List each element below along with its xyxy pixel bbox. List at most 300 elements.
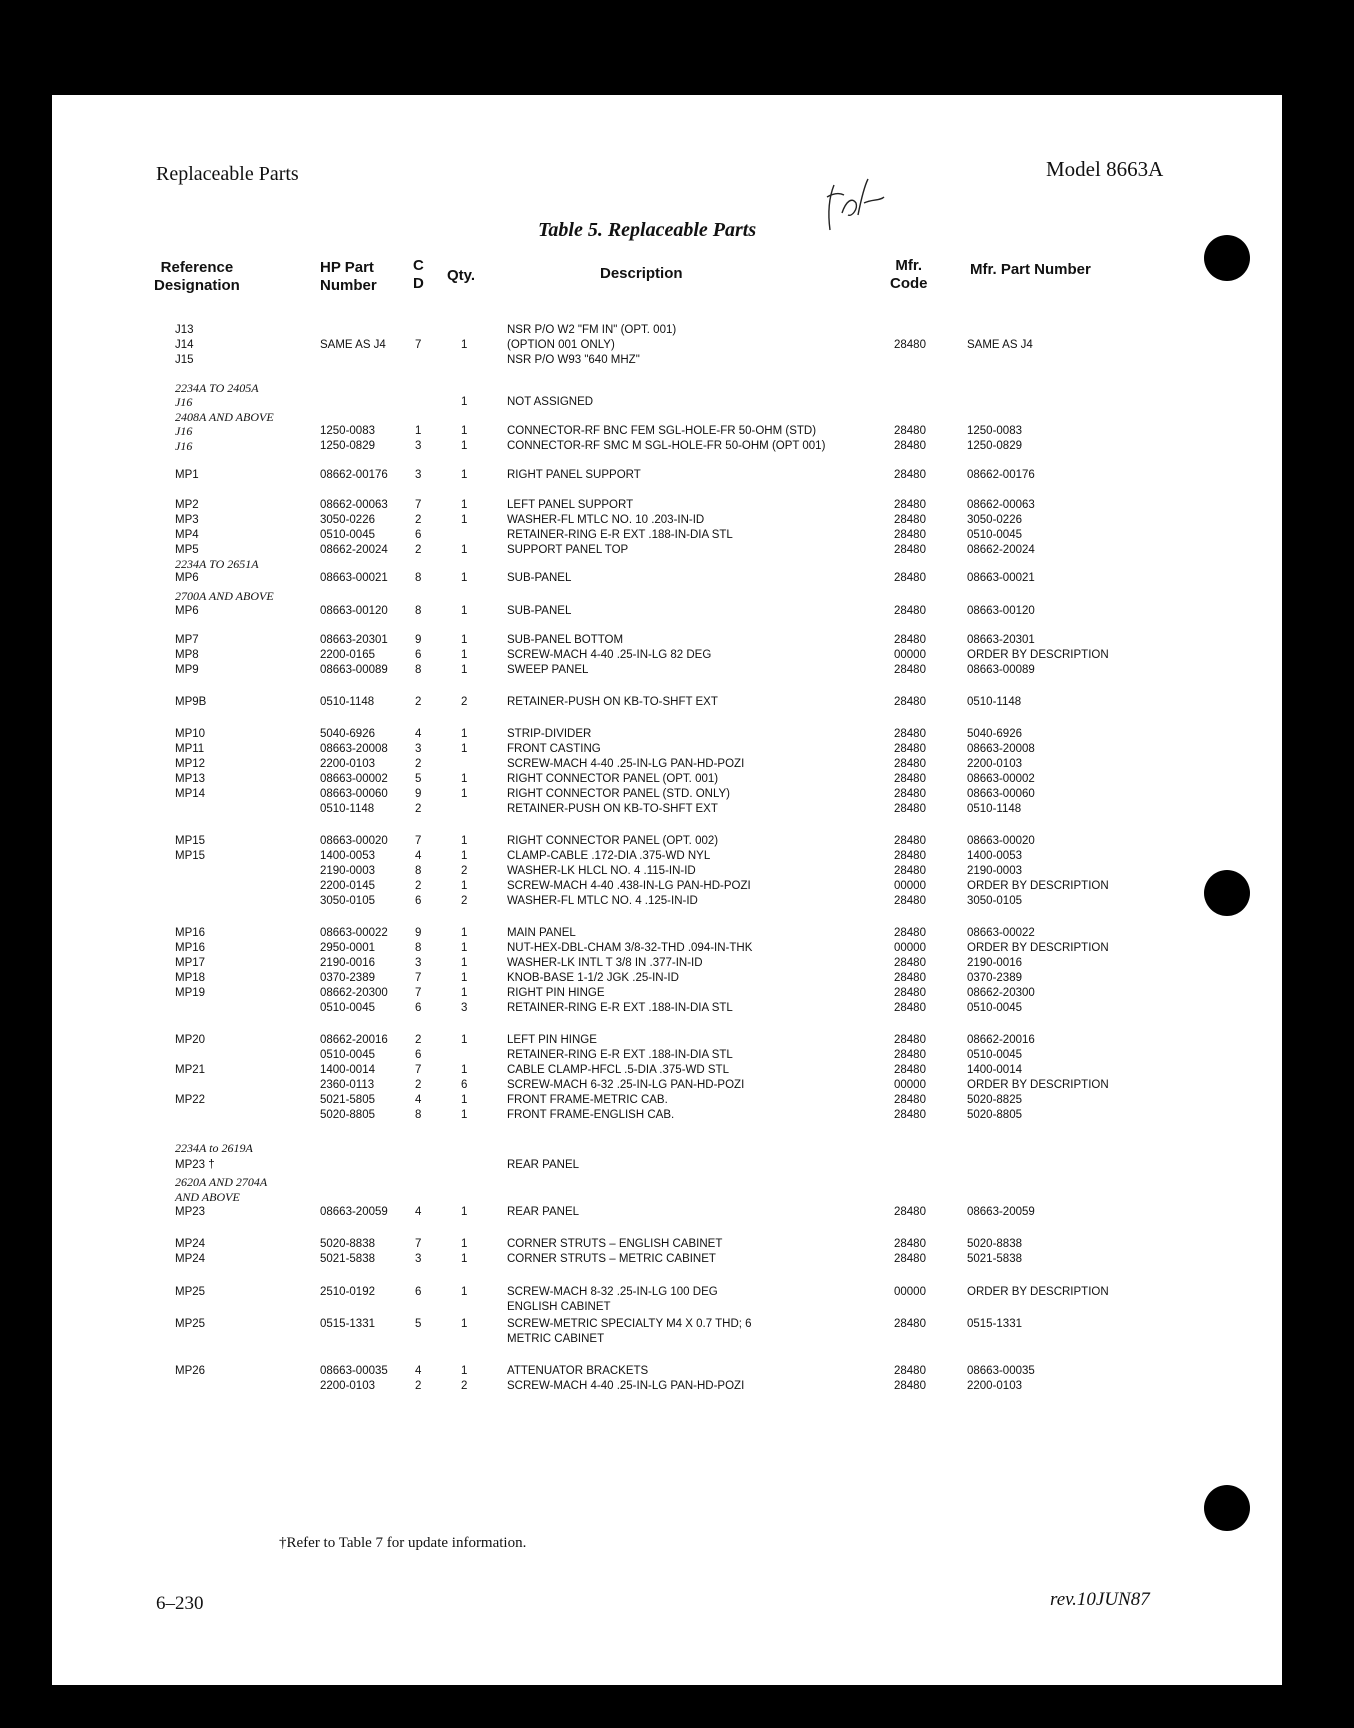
cell-cd: 2: [415, 1079, 422, 1091]
cell-hp-part-number: 08663-20059: [320, 1206, 388, 1218]
col-header-qty: Qty.: [447, 267, 476, 284]
cell-description: REAR PANEL: [507, 1206, 580, 1218]
cell-ref-designation: J16: [175, 424, 193, 438]
cell-mfr-part-number: 08663-20059: [967, 1206, 1035, 1218]
cell-hp-part-number: 08663-20008: [320, 743, 388, 755]
cell-description: CLAMP-CABLE .172-DIA .375-WD NYL: [507, 850, 711, 862]
cell-hp-part-number: 2360-0113: [320, 1079, 375, 1091]
cell-ref-designation: MP6: [175, 572, 199, 584]
cell-mfr-code: 28480: [894, 773, 926, 785]
cell-description: SCREW-MACH 4-40 .25-IN-LG 82 DEG: [507, 649, 712, 661]
revision-date: rev.10JUN87: [1050, 1589, 1150, 1610]
cell-hp-part-number: 08662-00063: [320, 499, 388, 511]
cell-mfr-code: 28480: [894, 469, 926, 481]
cell-ref-designation: MP5: [175, 544, 199, 556]
col-header-description: Description: [600, 265, 683, 282]
cell-hp-part-number: 2950-0001: [320, 942, 375, 954]
cell-hp-part-number: 0510-0045: [320, 1049, 375, 1061]
cell-ref-designation: 2234A to 2619A: [175, 1141, 253, 1155]
cell-qty: 1: [461, 1109, 468, 1121]
cell-mfr-part-number: 08663-20008: [967, 743, 1035, 755]
cell-mfr-code: 28480: [894, 743, 926, 755]
cell-description: SCREW-MACH 4-40 .438-IN-LG PAN-HD-POZI: [507, 880, 751, 892]
col-header-mfr-code: Mfr. Code: [890, 257, 928, 292]
cell-mfr-code: 28480: [894, 850, 926, 862]
cell-qty: 2: [461, 895, 468, 907]
cell-qty: 1: [461, 957, 468, 969]
cell-mfr-code: 28480: [894, 1002, 926, 1014]
cell-hp-part-number: 08663-00002: [320, 773, 388, 785]
binder-hole: [1204, 870, 1250, 916]
cell-qty: 1: [461, 1365, 468, 1377]
cell-mfr-code: 00000: [894, 649, 926, 661]
cell-qty: 1: [461, 1206, 468, 1218]
cell-ref-designation: MP25: [175, 1286, 206, 1298]
cell-mfr-code: 28480: [894, 634, 926, 646]
cell-mfr-code: 28480: [894, 957, 926, 969]
document-page: [52, 95, 1282, 1685]
cell-qty: 1: [461, 773, 468, 785]
cell-qty: 1: [461, 850, 468, 862]
cell-qty: 1: [461, 469, 468, 481]
cell-hp-part-number: 0370-2389: [320, 972, 375, 984]
cell-cd: 3: [415, 440, 422, 452]
cell-mfr-code: 00000: [894, 1286, 926, 1298]
cell-ref-designation: MP7: [175, 634, 199, 646]
cell-ref-designation: MP11: [175, 743, 205, 755]
cell-mfr-code: 28480: [894, 927, 926, 939]
cell-qty: 1: [461, 987, 468, 999]
cell-qty: 1: [461, 605, 468, 617]
cell-mfr-part-number: 5020-8805: [967, 1109, 1022, 1121]
cell-hp-part-number: 08663-00060: [320, 788, 388, 800]
cell-description: WASHER-FL MTLC NO. 4 .125-IN-ID: [507, 895, 698, 907]
cell-description: SUB-PANEL BOTTOM: [507, 634, 624, 646]
cell-hp-part-number: 1400-0053: [320, 850, 375, 862]
cell-description: ATTENUATOR BRACKETS: [507, 1365, 649, 1377]
cell-cd: 9: [415, 788, 422, 800]
cell-ref-designation: MP15: [175, 835, 206, 847]
col-header-cd: C D: [413, 257, 424, 292]
cell-description: SCREW-MACH 4-40 .25-IN-LG PAN-HD-POZI: [507, 758, 745, 770]
cell-mfr-code: 28480: [894, 544, 926, 556]
cell-cd: 6: [415, 649, 422, 661]
cell-description: RIGHT PANEL SUPPORT: [507, 469, 641, 481]
cell-mfr-part-number: 08663-00035: [967, 1365, 1035, 1377]
cell-hp-part-number: 0510-1148: [320, 803, 375, 815]
cell-mfr-code: 28480: [894, 895, 926, 907]
cell-description: LEFT PIN HINGE: [507, 1034, 597, 1046]
cell-description: RIGHT PIN HINGE: [507, 987, 605, 999]
cell-description: FRONT CASTING: [507, 743, 601, 755]
cell-mfr-part-number: 08663-00089: [967, 664, 1035, 676]
cell-mfr-code: 28480: [894, 1094, 926, 1106]
cell-description: RETAINER-PUSH ON KB-TO-SHFT EXT: [507, 696, 718, 708]
cell-cd: 6: [415, 1049, 422, 1061]
cell-cd: 5: [415, 773, 422, 785]
cell-cd: 6: [415, 895, 422, 907]
cell-mfr-code: 28480: [894, 835, 926, 847]
cell-qty: 1: [461, 1034, 468, 1046]
cell-mfr-part-number: 2200-0103: [967, 1380, 1022, 1392]
cell-cd: 8: [415, 572, 422, 584]
cell-hp-part-number: 3050-0226: [320, 514, 375, 526]
cell-hp-part-number: 08663-00021: [320, 572, 388, 584]
col-header-reference: Reference Designation: [154, 259, 240, 294]
cell-hp-part-number: 1250-0829: [320, 440, 375, 452]
cell-cd: 6: [415, 529, 422, 541]
cell-ref-designation: 2234A TO 2651A: [175, 557, 259, 571]
cell-hp-part-number: 0510-0045: [320, 1002, 375, 1014]
cell-hp-part-number: 2200-0103: [320, 1380, 375, 1392]
cell-mfr-part-number: 2190-0003: [967, 865, 1022, 877]
cell-ref-designation: MP16: [175, 942, 206, 954]
cell-ref-designation: MP14: [175, 788, 206, 800]
cell-mfr-part-number: 5040-6926: [967, 728, 1022, 740]
table-title: Table 5. Replaceable Parts: [538, 219, 757, 241]
cell-mfr-part-number: 08663-00060: [967, 788, 1035, 800]
cell-qty: 1: [461, 440, 468, 452]
cell-ref-designation: 2620A AND 2704A: [175, 1175, 268, 1189]
cell-mfr-code: 28480: [894, 987, 926, 999]
cell-qty: 1: [461, 942, 468, 954]
cell-cd: 3: [415, 743, 422, 755]
cell-qty: 1: [461, 788, 468, 800]
cell-mfr-code: 28480: [894, 1365, 926, 1377]
cell-mfr-code: 28480: [894, 440, 926, 452]
cell-ref-designation: 2234A TO 2405A: [175, 381, 259, 395]
cell-qty: 1: [461, 972, 468, 984]
cell-mfr-part-number: 08662-00176: [967, 469, 1035, 481]
cell-cd: 4: [415, 1094, 422, 1106]
cell-cd: 3: [415, 957, 422, 969]
cell-mfr-code: 28480: [894, 605, 926, 617]
cell-mfr-part-number: 08662-20024: [967, 544, 1035, 556]
cell-description: SUPPORT PANEL TOP: [507, 544, 629, 556]
cell-qty: 3: [461, 1002, 468, 1014]
cell-ref-designation: MP25: [175, 1318, 206, 1330]
cell-description: RETAINER-RING E-R EXT .188-IN-DIA STL: [507, 1002, 733, 1014]
cell-mfr-code: 28480: [894, 788, 926, 800]
cell-mfr-part-number: 0510-0045: [967, 1049, 1022, 1061]
cell-mfr-part-number: 3050-0226: [967, 514, 1022, 526]
cell-ref-designation: MP12: [175, 758, 206, 770]
cell-cd: 7: [415, 972, 422, 984]
cell-qty: 2: [461, 696, 468, 708]
cell-description: (OPTION 001 ONLY): [507, 339, 615, 351]
cell-mfr-part-number: 0510-0045: [967, 1002, 1022, 1014]
cell-cd: 2: [415, 1380, 422, 1392]
cell-mfr-code: 28480: [894, 758, 926, 770]
cell-mfr-part-number: 2200-0103: [967, 758, 1022, 770]
cell-mfr-part-number: 2190-0016: [967, 957, 1022, 969]
cell-cd: 4: [415, 850, 422, 862]
cell-ref-designation: J14: [175, 339, 194, 351]
cell-hp-part-number: 2200-0165: [320, 649, 375, 661]
cell-ref-designation: MP26: [175, 1365, 206, 1377]
cell-mfr-part-number: 0510-0045: [967, 529, 1022, 541]
cell-hp-part-number: 2200-0145: [320, 880, 375, 892]
cell-qty: 1: [461, 1064, 468, 1076]
cell-cd: 2: [415, 696, 422, 708]
cell-mfr-part-number: 08663-00022: [967, 927, 1035, 939]
cell-description: CORNER STRUTS – METRIC CABINET: [507, 1253, 716, 1265]
cell-description: CONNECTOR-RF BNC FEM SGL-HOLE-FR 50-OHM (STD): [507, 425, 817, 437]
cell-hp-part-number: 2200-0103: [320, 758, 375, 770]
cell-description: CABLE CLAMP-HFCL .5-DIA .375-WD STL: [507, 1064, 729, 1076]
cell-qty: 1: [461, 649, 468, 661]
cell-description: FRONT FRAME-ENGLISH CAB.: [507, 1109, 675, 1121]
cell-description: RIGHT CONNECTOR PANEL (OPT. 001): [507, 773, 719, 785]
cell-ref-designation: AND ABOVE: [175, 1190, 240, 1204]
cell-ref-designation: MP24: [175, 1238, 206, 1250]
cell-description: RETAINER-RING E-R EXT .188-IN-DIA STL: [507, 1049, 733, 1061]
cell-description: STRIP-DIVIDER: [507, 728, 592, 740]
cell-cd: 6: [415, 1286, 422, 1298]
cell-mfr-part-number: 0510-1148: [967, 696, 1022, 708]
cell-mfr-part-number: ORDER BY DESCRIPTION: [967, 942, 1109, 954]
cell-mfr-part-number: 08662-00063: [967, 499, 1035, 511]
cell-mfr-part-number: 1400-0014: [967, 1064, 1022, 1076]
cell-description: KNOB-BASE 1-1/2 JGK .25-IN-ID: [507, 972, 679, 984]
cell-ref-designation: MP6: [175, 605, 199, 617]
cell-hp-part-number: 08662-20016: [320, 1034, 388, 1046]
cell-hp-part-number: 08663-00089: [320, 664, 388, 676]
cell-hp-part-number: 08662-20300: [320, 987, 388, 999]
cell-qty: 1: [461, 514, 468, 526]
cell-cd: 8: [415, 664, 422, 676]
cell-cd: 9: [415, 634, 422, 646]
cell-qty: 2: [461, 1380, 468, 1392]
cell-description: WASHER-FL MTLC NO. 10 .203-IN-ID: [507, 514, 705, 526]
cell-hp-part-number: 08663-00022: [320, 927, 388, 939]
cell-qty: 1: [461, 880, 468, 892]
cell-hp-part-number: 08663-00020: [320, 835, 388, 847]
cell-qty: 1: [461, 1238, 468, 1250]
cell-ref-designation: MP22: [175, 1094, 206, 1106]
cell-cd: 1: [415, 425, 422, 437]
cell-ref-designation: 2700A AND ABOVE: [175, 589, 274, 603]
cell-ref-designation: MP4: [175, 529, 199, 541]
cell-hp-part-number: 5021-5838: [320, 1253, 375, 1265]
cell-hp-part-number: 08663-00035: [320, 1365, 388, 1377]
cell-mfr-part-number: 0370-2389: [967, 972, 1022, 984]
cell-description: FRONT FRAME-METRIC CAB.: [507, 1094, 668, 1106]
cell-ref-designation: MP8: [175, 649, 199, 661]
page-number: 6–230: [156, 1593, 204, 1614]
cell-mfr-code: 28480: [894, 572, 926, 584]
cell-cd: 2: [415, 880, 422, 892]
cell-hp-part-number: 08663-00120: [320, 605, 388, 617]
cell-cd: 7: [415, 835, 422, 847]
cell-cd: 7: [415, 499, 422, 511]
cell-cd: 5: [415, 1318, 422, 1330]
cell-mfr-part-number: ORDER BY DESCRIPTION: [967, 880, 1109, 892]
cell-mfr-part-number: ORDER BY DESCRIPTION: [967, 1079, 1109, 1091]
cell-qty: 1: [461, 572, 468, 584]
cell-description: RETAINER-PUSH ON KB-TO-SHFT EXT: [507, 803, 718, 815]
cell-mfr-part-number: SAME AS J4: [967, 339, 1033, 351]
cell-qty: 1: [461, 1286, 468, 1298]
cell-mfr-part-number: 08663-00120: [967, 605, 1035, 617]
cell-hp-part-number: 0510-0045: [320, 529, 375, 541]
cell-mfr-code: 28480: [894, 1253, 926, 1265]
cell-cd: 8: [415, 605, 422, 617]
cell-mfr-part-number: 1250-0083: [967, 425, 1022, 437]
handwritten-initials: [822, 175, 902, 245]
cell-hp-part-number: 0510-1148: [320, 696, 375, 708]
cell-ref-designation: MP15: [175, 850, 206, 862]
cell-mfr-code: 28480: [894, 529, 926, 541]
cell-mfr-part-number: ORDER BY DESCRIPTION: [967, 649, 1109, 661]
cell-mfr-part-number: 5020-8838: [967, 1238, 1022, 1250]
cell-hp-part-number: 5020-8805: [320, 1109, 375, 1121]
cell-mfr-part-number: 08663-20301: [967, 634, 1035, 646]
cell-mfr-part-number: 0515-1331: [967, 1318, 1022, 1330]
cell-mfr-part-number: 08663-00002: [967, 773, 1035, 785]
cell-mfr-part-number: 08662-20016: [967, 1034, 1035, 1046]
cell-cd: 8: [415, 942, 422, 954]
cell-description: CORNER STRUTS – ENGLISH CABINET: [507, 1238, 723, 1250]
cell-mfr-code: 28480: [894, 728, 926, 740]
cell-cd: 4: [415, 728, 422, 740]
cell-ref-designation: MP20: [175, 1034, 206, 1046]
cell-qty: 1: [461, 339, 468, 351]
cell-mfr-code: 28480: [894, 1318, 926, 1330]
cell-description: CONNECTOR-RF SMC M SGL-HOLE-FR 50-OHM (OPT 001): [507, 440, 826, 452]
cell-ref-designation: MP23: [175, 1206, 206, 1218]
cell-description: NSR P/O W2 "FM IN" (OPT. 001): [507, 324, 677, 336]
cell-hp-part-number: SAME AS J4: [320, 339, 386, 351]
cell-hp-part-number: 2510-0192: [320, 1286, 375, 1298]
cell-ref-designation: 2408A AND ABOVE: [175, 410, 274, 424]
cell-description: SUB-PANEL: [507, 572, 572, 584]
cell-hp-part-number: 08662-00176: [320, 469, 388, 481]
cell-ref-designation: J16: [175, 395, 193, 409]
cell-hp-part-number: 3050-0105: [320, 895, 375, 907]
cell-cd: 2: [415, 803, 422, 815]
cell-description: RIGHT CONNECTOR PANEL (OPT. 002): [507, 835, 719, 847]
binder-hole: [1204, 235, 1250, 281]
cell-ref-designation: MP9B: [175, 696, 207, 708]
section-header: Replaceable Parts: [156, 163, 299, 185]
cell-qty: 1: [461, 425, 468, 437]
cell-ref-designation: MP13: [175, 773, 206, 785]
footnote: †Refer to Table 7 for update information.: [279, 1535, 527, 1551]
cell-cd: 8: [415, 865, 422, 877]
cell-ref-designation: J13: [175, 324, 194, 336]
cell-qty: 1: [461, 634, 468, 646]
cell-mfr-code: 28480: [894, 425, 926, 437]
cell-mfr-code: 28480: [894, 1049, 926, 1061]
cell-ref-designation: MP17: [175, 957, 206, 969]
cell-ref-designation: J15: [175, 354, 194, 366]
cell-mfr-code: 28480: [894, 1109, 926, 1121]
cell-hp-part-number: 0515-1331: [320, 1318, 375, 1330]
cell-hp-part-number: 1400-0014: [320, 1064, 375, 1076]
cell-cd: 2: [415, 758, 422, 770]
cell-qty: 1: [461, 1318, 468, 1330]
cell-mfr-part-number: 1250-0829: [967, 440, 1022, 452]
cell-hp-part-number: 2190-0003: [320, 865, 375, 877]
cell-mfr-code: 28480: [894, 664, 926, 676]
cell-mfr-code: 28480: [894, 803, 926, 815]
cell-cd: 2: [415, 1034, 422, 1046]
cell-description: SWEEP PANEL: [507, 664, 589, 676]
cell-ref-designation: MP18: [175, 972, 206, 984]
cell-ref-designation: MP1: [175, 469, 199, 481]
cell-description: NOT ASSIGNED: [507, 396, 594, 408]
cell-cd: 2: [415, 544, 422, 556]
cell-mfr-code: 28480: [894, 339, 926, 351]
cell-ref-designation: MP2: [175, 499, 199, 511]
cell-description: WASHER-LK HLCL NO. 4 .115-IN-ID: [507, 865, 696, 877]
cell-mfr-code: 28480: [894, 972, 926, 984]
cell-ref-designation: MP21: [175, 1064, 206, 1076]
cell-description: ENGLISH CABINET: [507, 1301, 611, 1313]
cell-hp-part-number: 08662-20024: [320, 544, 388, 556]
cell-ref-designation: MP10: [175, 728, 206, 740]
cell-ref-designation: MP3: [175, 514, 199, 526]
cell-qty: 6: [461, 1079, 468, 1091]
cell-cd: 4: [415, 1206, 422, 1218]
cell-qty: 1: [461, 544, 468, 556]
cell-cd: 8: [415, 1109, 422, 1121]
cell-qty: 1: [461, 835, 468, 847]
cell-description: MAIN PANEL: [507, 927, 576, 939]
cell-description: NSR P/O W93 "640 MHZ": [507, 354, 640, 366]
cell-ref-designation: J16: [175, 439, 193, 453]
cell-mfr-part-number: 5021-5838: [967, 1253, 1022, 1265]
cell-description: SCREW-METRIC SPECIALTY M4 X 0.7 THD; 6: [507, 1318, 752, 1330]
cell-description: LEFT PANEL SUPPORT: [507, 499, 634, 511]
binder-hole: [1204, 1485, 1250, 1531]
cell-description: METRIC CABINET: [507, 1333, 605, 1345]
cell-cd: 7: [415, 1064, 422, 1076]
cell-qty: 2: [461, 865, 468, 877]
cell-cd: 7: [415, 339, 422, 351]
cell-mfr-code: 28480: [894, 1238, 926, 1250]
cell-hp-part-number: 2190-0016: [320, 957, 375, 969]
cell-cd: 7: [415, 1238, 422, 1250]
cell-description: RIGHT CONNECTOR PANEL (STD. ONLY): [507, 788, 730, 800]
cell-mfr-part-number: 08663-00020: [967, 835, 1035, 847]
cell-mfr-code: 28480: [894, 1034, 926, 1046]
cell-mfr-part-number: 3050-0105: [967, 895, 1022, 907]
cell-description: WASHER-LK INTL T 3/8 IN .377-IN-ID: [507, 957, 703, 969]
cell-cd: 9: [415, 927, 422, 939]
cell-mfr-code: 00000: [894, 1079, 926, 1091]
cell-cd: 2: [415, 514, 422, 526]
cell-cd: 7: [415, 987, 422, 999]
cell-cd: 3: [415, 1253, 422, 1265]
cell-mfr-part-number: 0510-1148: [967, 803, 1022, 815]
cell-cd: 3: [415, 469, 422, 481]
cell-ref-designation: MP16: [175, 927, 206, 939]
cell-hp-part-number: 1250-0083: [320, 425, 375, 437]
cell-qty: 1: [461, 664, 468, 676]
cell-mfr-code: 28480: [894, 1064, 926, 1076]
cell-qty: 1: [461, 728, 468, 740]
cell-qty: 1: [461, 396, 468, 408]
cell-ref-designation: MP23 †: [175, 1159, 215, 1171]
cell-mfr-code: 28480: [894, 696, 926, 708]
cell-mfr-code: 00000: [894, 880, 926, 892]
cell-mfr-code: 28480: [894, 1380, 926, 1392]
cell-mfr-part-number: 1400-0053: [967, 850, 1022, 862]
cell-qty: 1: [461, 1253, 468, 1265]
cell-mfr-part-number: 5020-8825: [967, 1094, 1022, 1106]
